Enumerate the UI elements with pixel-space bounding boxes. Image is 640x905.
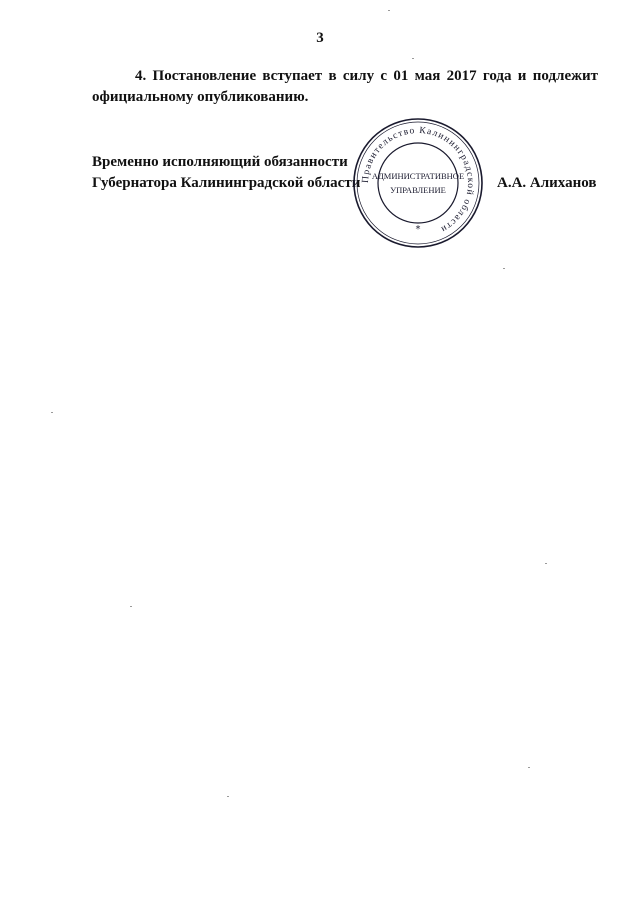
scan-speck bbox=[545, 563, 547, 564]
seal-center-line-2: УПРАВЛЕНИЕ bbox=[390, 185, 446, 195]
scan-speck bbox=[227, 796, 229, 797]
seal-star-icon: * bbox=[415, 224, 421, 235]
signer-title-line-1: Временно исполняющий обязанности bbox=[92, 154, 348, 170]
signer-name: А.А. Алиханов bbox=[497, 175, 597, 191]
scan-speck bbox=[51, 412, 53, 413]
clause-line-1: 4. Постановление вступает в силу с 01 мая 2017 года и подлежит bbox=[135, 68, 598, 84]
scan-speck bbox=[130, 606, 132, 607]
scan-speck bbox=[528, 767, 530, 768]
page-number: 3 bbox=[316, 30, 324, 46]
clause-line-2: официальному опубликованию. bbox=[92, 89, 309, 105]
seal-ring-text: Правительство Калининградской области bbox=[360, 125, 476, 235]
clause-paragraph bbox=[92, 66, 598, 108]
seal-center-line-1: АДМИНИСТРАТИВНОЕ bbox=[371, 171, 465, 181]
scan-speck bbox=[503, 268, 505, 269]
seal-inner-ring bbox=[378, 143, 458, 223]
signer-title bbox=[92, 152, 360, 194]
signer-title-line-2: Губернатора Калининградской области bbox=[92, 175, 361, 191]
scan-speck bbox=[412, 58, 414, 59]
scan-speck bbox=[388, 10, 390, 11]
official-seal bbox=[350, 115, 486, 251]
